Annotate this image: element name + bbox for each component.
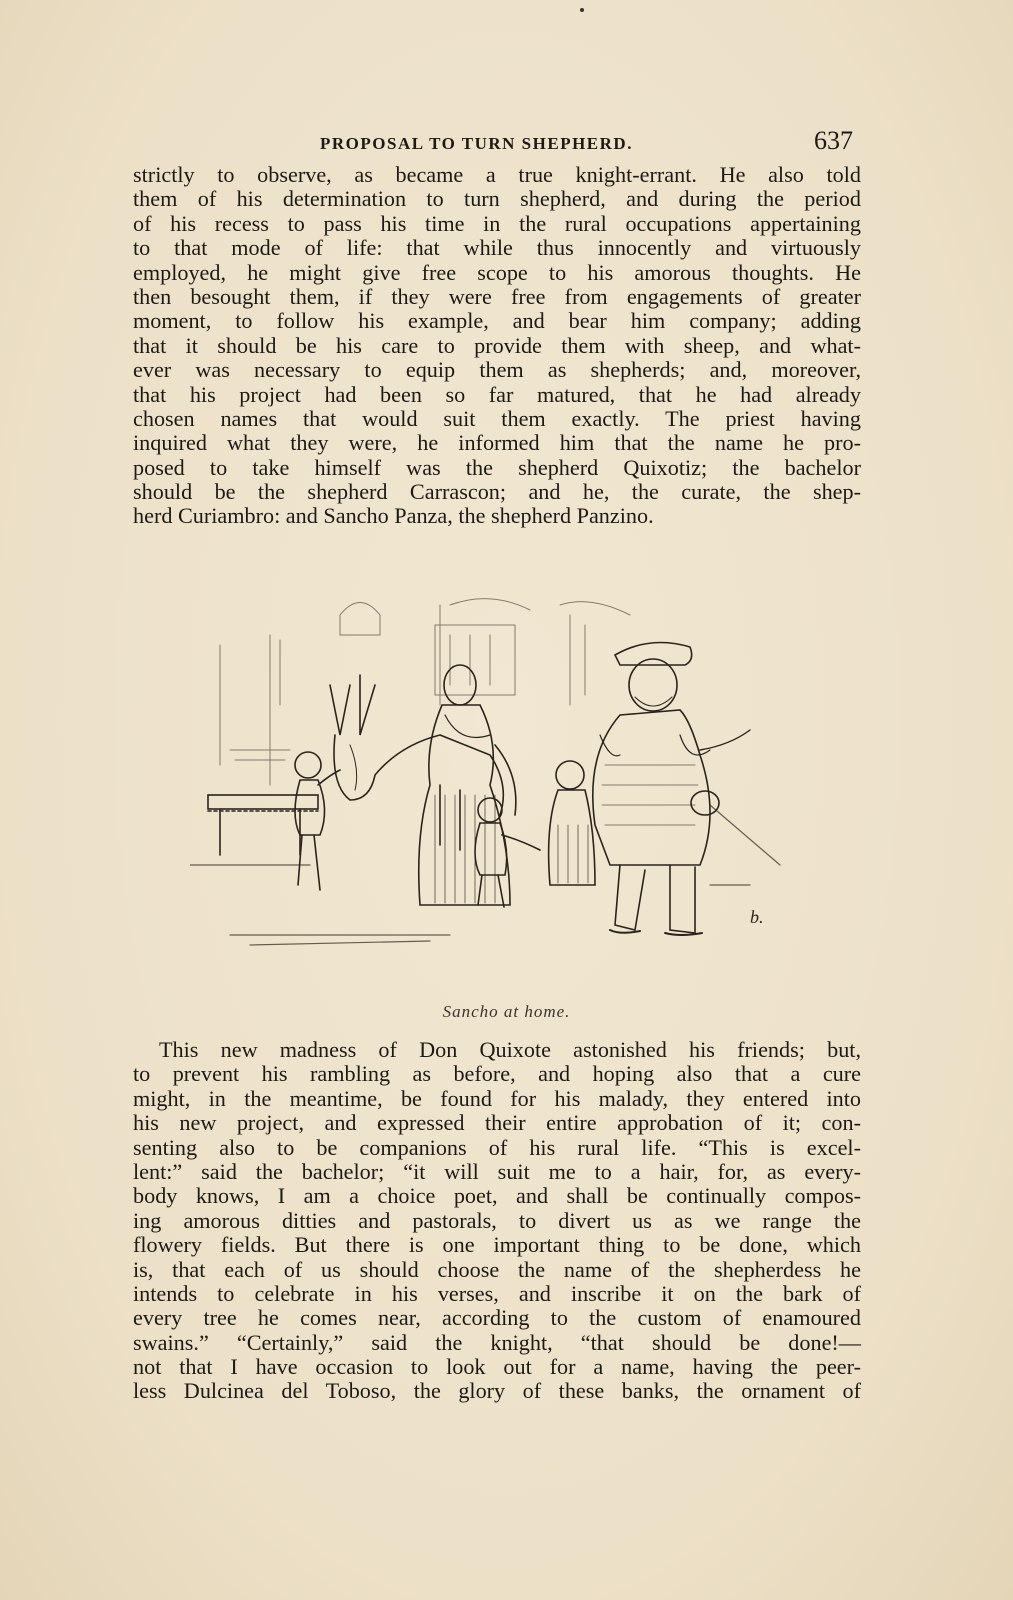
text-line: body knows, I am a choice poet, and shall be continually compos-	[133, 1183, 861, 1209]
text-line: swains.” “Certainly,” said the knight, “that should be done!—	[133, 1329, 861, 1355]
text-line: moment, to follow his example, and bear him company; adding	[133, 308, 861, 334]
text-line: chosen names that would suit them exactly. The priest having	[133, 405, 861, 431]
text-line: posed to take himself was the shepherd Quixotiz; the bachelor	[133, 454, 861, 480]
paragraph-1	[133, 163, 861, 529]
text-line: of his recess to pass his time in the rural occupations appertaining	[133, 210, 861, 236]
text-line: that his project had been so far matured, that he had already	[133, 381, 861, 407]
text-line: employed, he might give free scope to his amorous thoughts. He	[133, 259, 861, 285]
text-line: ing amorous ditties and pastorals, to divert us as we range the	[133, 1207, 861, 1233]
text-line: that it should be his care to provide them with sheep, and what-	[133, 332, 861, 358]
figure-caption: Sancho at home.	[442, 1002, 571, 1021]
engraving-image	[190, 585, 810, 965]
text-line: might, in the meantime, be found for his malady, they entered into	[133, 1085, 861, 1111]
text-line: lent:” said the bachelor; “it will suit me to a hair, for, as every-	[133, 1158, 861, 1184]
text-line: senting also to be companions of his rural life. “This is excel-	[133, 1134, 861, 1160]
text-line: to prevent his rambling as before, and hoping also that a cure	[133, 1061, 861, 1087]
paragraph-2	[133, 1038, 861, 1404]
text-line: not that I have occasion to look out for a name, having the peer-	[133, 1354, 861, 1380]
page-mark	[580, 8, 584, 12]
text-line: inquired what they were, he informed him that the name he pro-	[133, 430, 861, 456]
text-line: then besought them, if they were free from engagements of greater	[133, 283, 861, 309]
text-line: them of his determination to turn shepherd, and during the period	[133, 186, 861, 212]
running-title: PROPOSAL TO TURN SHEPHERD.	[320, 134, 633, 153]
text-line: his new project, and expressed their entire approbation of it; con-	[133, 1110, 861, 1136]
text-line: strictly to observe, as became a true knight-errant. He also told	[133, 162, 861, 187]
text-line: should be the shepherd Carrascon; and he, the curate, the shep-	[133, 479, 861, 505]
text-line: intends to celebrate in his verses, and inscribe it on the bark of	[133, 1280, 861, 1306]
text-line: herd Curiambro: and Sancho Panza, the shepherd Panzino.	[133, 503, 654, 529]
text-line: to that mode of life: that while thus innocently and virtuously	[133, 235, 861, 261]
text-line: is, that each of us should choose the name of the shepherdess he	[133, 1256, 861, 1282]
text-line: ever was necessary to equip them as shepherds; and, moreover,	[133, 357, 861, 383]
text-line: every tree he comes near, according to the custom of enamoured	[133, 1305, 861, 1331]
text-line: This new madness of Don Quixote astonished his friends; but,	[159, 1037, 861, 1062]
text-line: less Dulcinea del Toboso, the glory of these banks, the ornament of	[133, 1378, 861, 1404]
svg-text:b.: b.	[750, 907, 764, 927]
page-number: 637	[814, 126, 853, 155]
illustration-sancho-at-home	[190, 585, 810, 965]
text-line: flowery fields. But there is one important thing to be done, which	[133, 1232, 861, 1258]
